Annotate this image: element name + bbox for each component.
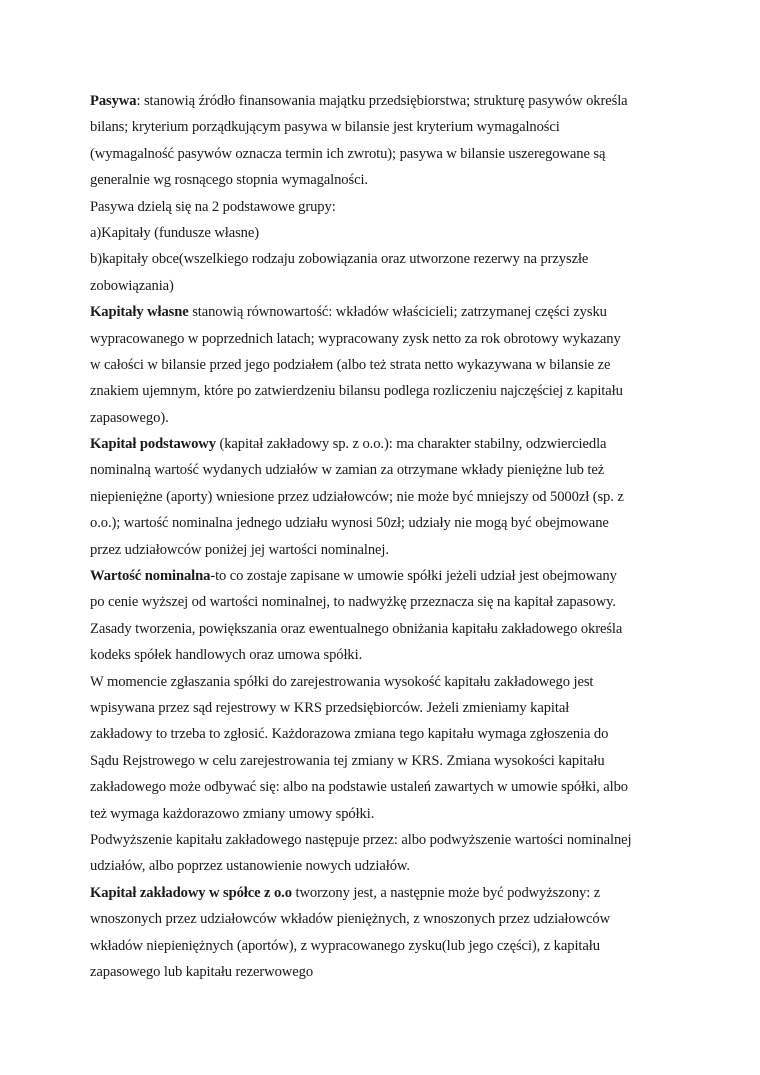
line-text: Pasywa dzielą się na 2 podstawowe grupy:: [90, 198, 336, 215]
paragraph-pasywa: [90, 88, 680, 194]
paragraph-kapitaly-wlasne: [90, 299, 680, 431]
line-text: : stanowią źródło finansowania majątku przedsiębiorstwa; strukturę pasywów określa: [136, 93, 628, 109]
text-line: [90, 669, 680, 695]
text-line: [90, 801, 680, 827]
paragraph-podwyzszenie: [90, 827, 680, 880]
text-line: [90, 933, 680, 959]
text-line: [90, 141, 680, 167]
bold-term: Wartość nominalna: [90, 568, 211, 585]
line-text: (wymagalność pasywów oznacza termin ich zwrotu); pasywa w bilansie uszeregowane są: [90, 145, 606, 162]
paragraph-zgloszenie: [90, 669, 680, 827]
paragraph-pasywa-grupy: [90, 194, 680, 220]
text-line: [90, 589, 680, 615]
line-text: a)Kapitały (fundusze własne): [90, 224, 260, 241]
text-line: [90, 246, 680, 272]
text-line: [90, 510, 680, 536]
paragraph-kapital-podstawowy: [90, 431, 680, 563]
line-text: zakładowy to trzeba to zgłosić. Każdorazowa zmiana tego kapitału wymaga zgłoszenia do: [90, 726, 609, 743]
bold-term: Pasywa: [90, 93, 137, 109]
text-line: [90, 167, 680, 193]
paragraph-grupa-a: [90, 220, 680, 246]
line-text: zapasowego).: [90, 409, 169, 426]
line-text: -to co zostaje zapisane w umowie spółki jeżeli udział jest obejmowany: [210, 568, 617, 585]
line-text: udziałów, albo poprzez ustanowienie nowych udziałów.: [90, 858, 410, 875]
text-line: [90, 88, 680, 114]
text-line: [90, 114, 680, 140]
text-line: [90, 405, 680, 431]
line-text: generalnie wg rosnącego stopnia wymagalności.: [90, 172, 368, 189]
line-text: W momencie zgłaszania spółki do zarejestrowania wysokość kapitału zakładowego jest: [90, 673, 594, 690]
text-line: [90, 457, 680, 483]
text-line: [90, 642, 680, 668]
paragraph-kapital-zakladowy: [90, 880, 680, 986]
bold-term: Kapitały własne: [90, 304, 189, 321]
line-text: wypracowanego w poprzednich latach; wypracowany zysk netto za rok obrotowy wykazany: [90, 330, 621, 347]
line-text: wkładów niepieniężnych (aportów), z wypracowanego zysku(lub jego części), z kapitału: [90, 937, 600, 954]
line-text: niepieniężne (aporty) wniesione przez udziałowców; nie może być mniejszy od 5000zł (sp. z: [90, 488, 624, 505]
line-text: Zasady tworzenia, powiększania oraz ewentualnego obniżania kapitału zakładowego określa: [90, 620, 623, 637]
text-line: [90, 326, 680, 352]
text-line: [90, 273, 680, 299]
text-line: [90, 827, 680, 853]
text-line: [90, 484, 680, 510]
line-text: po cenie wyższej od wartości nominalnej, to nadwyżkę przeznacza się na kapitał zapasowy.: [90, 594, 616, 611]
bold-term: Kapitał zakładowy w spółce z o.o: [90, 884, 292, 901]
line-text: (kapitał zakładowy sp. z o.o.): ma charakter stabilny, odzwierciedla: [215, 436, 607, 453]
line-text: nominalną wartość wydanych udziałów w zamian za otrzymane wkłady pieniężne lub też: [90, 462, 605, 479]
text-line: [90, 616, 680, 642]
text-line: [90, 431, 680, 457]
text-line: [90, 537, 680, 563]
text-line: [90, 748, 680, 774]
bold-term: Kapitał podstawowy: [90, 436, 216, 453]
line-text: Sądu Rejstrowego w celu zarejestrowania tej zmiany w KRS. Zmiana wysokości kapitału: [90, 752, 605, 769]
text-line: [90, 352, 680, 378]
text-line: [90, 853, 680, 879]
text-line: [90, 959, 680, 985]
line-text: wnoszonych przez udziałowców wkładów pieniężnych, z wnoszonych przez udziałowców: [90, 911, 611, 928]
line-text: kodeks spółek handlowych oraz umowa spółki.: [90, 647, 363, 664]
text-line: [90, 220, 680, 246]
line-text: stanowią równowartość: wkładów właścicieli; zatrzymanej części zysku: [188, 304, 607, 321]
text-line: [90, 721, 680, 747]
text-line: [90, 906, 680, 932]
line-text: zakładowego może odbywać się: albo na podstawie ustaleń zawartych w umowie spółki, albo: [90, 779, 628, 796]
line-text: też wymaga każdorazowo zmiany umowy spółki.: [90, 805, 375, 822]
text-line: [90, 563, 680, 589]
line-text: zapasowego lub kapitału rezerwowego: [90, 963, 314, 980]
line-text: o.o.); wartość nominalna jednego udziału wynosi 50zł; udziały nie mogą być obejmowane: [90, 515, 609, 532]
paragraph-wartosc-nominalna: [90, 563, 680, 669]
line-text: wpisywana przez sąd rejestrowy w KRS przedsiębiorców. Jeżeli zmieniamy kapitał: [90, 699, 570, 716]
text-line: [90, 880, 680, 906]
line-text: w całości w bilansie przed jego podziałem (albo też strata netto wykazywana w bilansie ze: [90, 356, 611, 373]
line-text: tworzony jest, a następnie może być podwyższony: z: [291, 884, 601, 901]
line-text: znakiem ujemnym, które po zatwierdzeniu bilansu podlega rozliczeniu najczęściej z kapitału: [90, 383, 623, 400]
line-text: b)kapitały obce(wszelkiego rodzaju zobowiązania oraz utworzone rezerwy na przyszłe: [90, 251, 589, 268]
text-line: [90, 378, 680, 404]
text-line: [90, 774, 680, 800]
line-text: Podwyższenie kapitału zakładowego następuje przez: albo podwyższenie wartości nominalnej: [90, 831, 632, 848]
line-text: przez udziałowców poniżej jej wartości nominalnej.: [90, 541, 389, 558]
document-page: [90, 88, 680, 985]
text-line: [90, 299, 680, 325]
line-text: zobowiązania): [90, 277, 174, 294]
line-text: bilans; kryterium porządkującym pasywa w bilansie jest kryterium wymagalności: [90, 119, 560, 136]
paragraph-grupa-b: [90, 246, 680, 299]
text-line: [90, 194, 680, 220]
text-line: [90, 695, 680, 721]
